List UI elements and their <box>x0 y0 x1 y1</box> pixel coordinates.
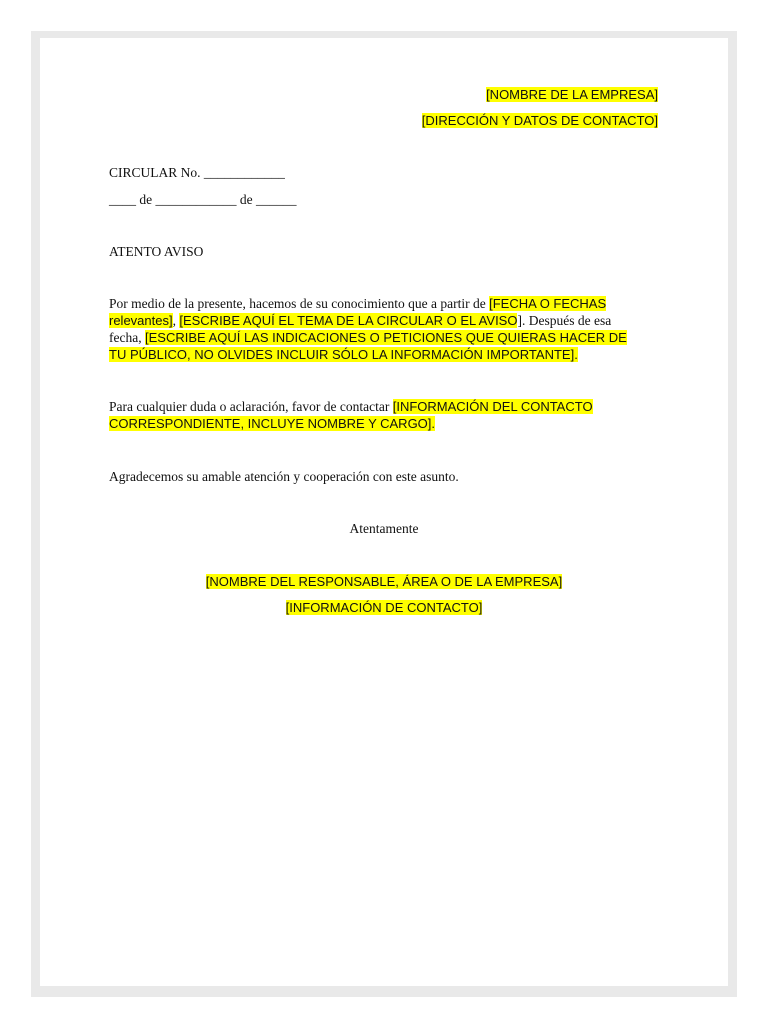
date-placeholder-cont: relevantes] <box>109 313 173 328</box>
body-text: , <box>172 313 180 328</box>
paragraph-announcement <box>109 295 659 363</box>
circular-date: ____ de ____________ de ______ <box>109 192 297 207</box>
signature-contact-placeholder: [INFORMACIÓN DE CONTACTO] <box>285 600 483 615</box>
closing-text: Atentamente <box>349 521 419 536</box>
contact-placeholder-cont: CORRESPONDIENTE, INCLUYE NOMBRE Y CARGO]. <box>109 416 436 431</box>
body-text: ]. Después de esa <box>517 313 612 328</box>
paragraph-contact <box>109 398 659 432</box>
paragraph-line <box>109 312 659 329</box>
address-contact-placeholder: [DIRECCIÓN Y DATOS DE CONTACTO] <box>421 113 658 128</box>
paragraph-line <box>109 295 659 312</box>
paragraph-line <box>109 415 659 432</box>
paragraph-line <box>109 398 659 415</box>
company-name-placeholder: [NOMBRE DE LA EMPRESA] <box>486 87 658 102</box>
paragraph-line <box>109 329 659 346</box>
paragraph-line <box>109 346 659 363</box>
body-text: fecha, <box>109 330 145 345</box>
instructions-placeholder-cont: TU PÚBLICO, NO OLVIDES INCLUIR SÓLO LA INFORMACIÓN IMPORTANTE]. <box>109 347 578 362</box>
responsible-placeholder: [NOMBRE DEL RESPONSABLE, ÁREA O DE LA EMPRESA] <box>205 574 563 589</box>
subject-heading: ATENTO AVISO <box>109 244 204 259</box>
signature-contact-line <box>0 599 768 616</box>
signature-responsible-line <box>0 573 768 590</box>
body-text: Por medio de la presente, hacemos de su conocimiento que a partir de <box>109 296 490 311</box>
body-text: Para cualquier duda o aclaración, favor de contactar <box>109 399 393 414</box>
date-placeholder: [FECHA O FECHAS <box>489 296 607 311</box>
address-contact-line <box>422 112 658 129</box>
paragraph-thanks: Agradecemos su amable atención y cooperación con este asunto. <box>109 469 459 484</box>
contact-placeholder: [INFORMACIÓN DEL CONTACTO <box>392 399 593 414</box>
company-name-line <box>486 86 658 103</box>
circular-number: CIRCULAR No. ____________ <box>109 165 285 180</box>
instructions-placeholder: [ESCRIBE AQUÍ LAS INDICACIONES O PETICIONES QUE QUIERAS HACER DE <box>144 330 627 345</box>
topic-placeholder: [ESCRIBE AQUÍ EL TEMA DE LA CIRCULAR O EL AVISO <box>179 313 518 328</box>
